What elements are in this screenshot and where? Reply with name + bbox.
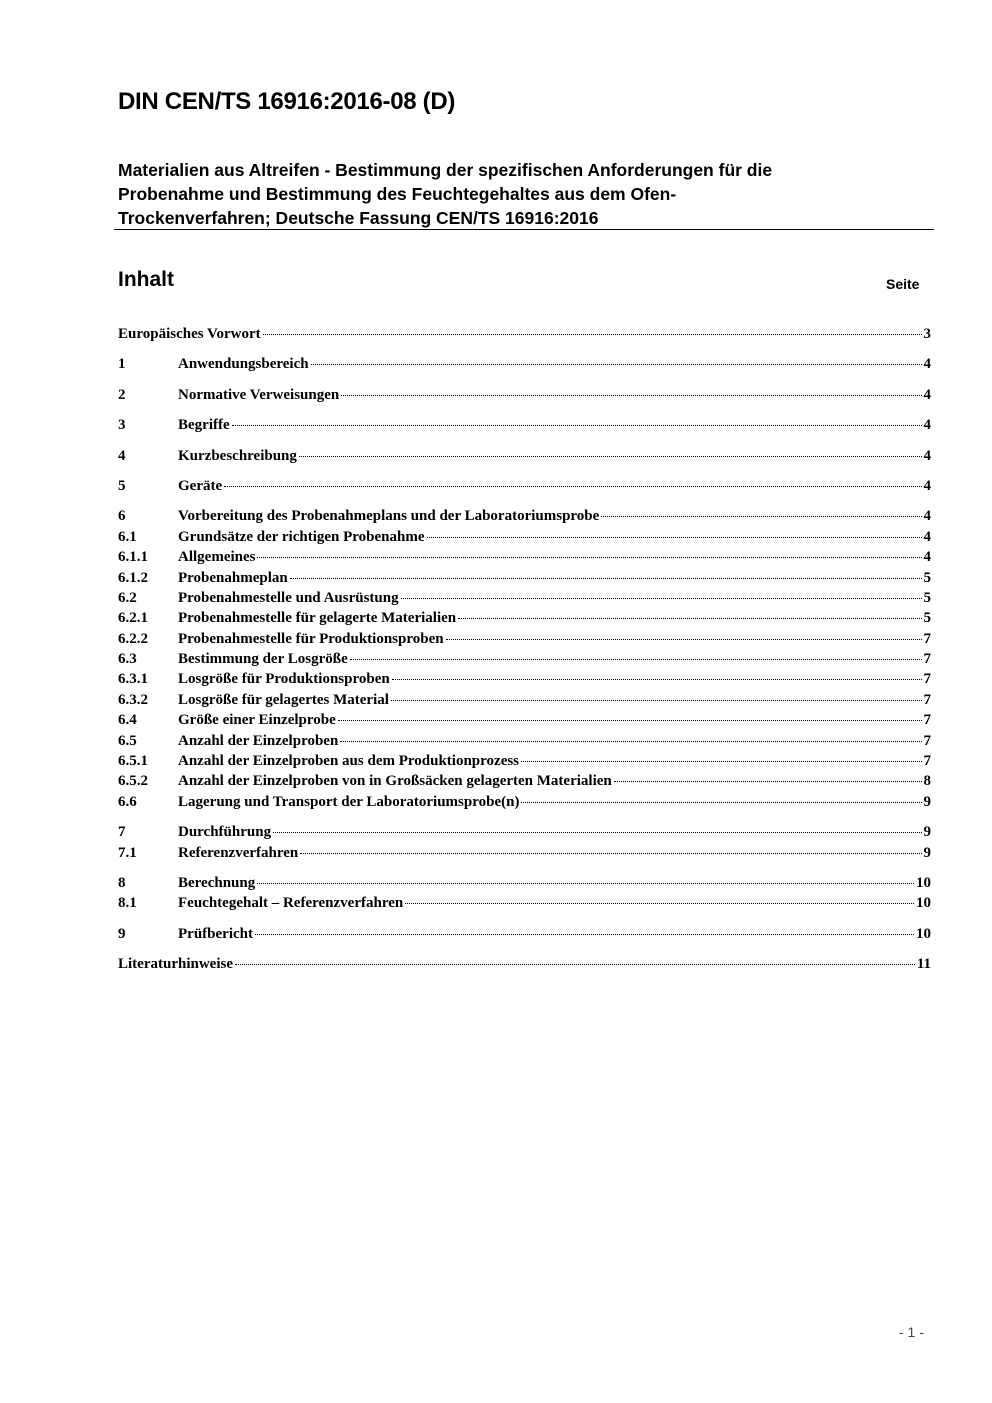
toc-entry-number: 4: [118, 447, 126, 464]
toc-dot-leader: [273, 832, 921, 833]
toc-entry-number: 6: [118, 508, 126, 525]
toc-entry-number: 6.5.2: [118, 773, 148, 790]
toc-entry-number: 3: [118, 417, 126, 434]
toc-entry-page: 7: [923, 712, 931, 729]
subtitle-line: Trockenverfahren; Deutsche Fassung CEN/TS 16916:2016: [118, 208, 599, 228]
toc-entry-number: 6.2: [118, 589, 137, 606]
toc-entry-page: 10: [916, 925, 931, 942]
toc-entry-number: 6.1.1: [118, 549, 148, 566]
toc-entry-number: 6.2.1: [118, 610, 148, 627]
toc-dot-leader: [405, 903, 914, 904]
toc-entry-title: Bestimmung der Losgröße: [178, 651, 348, 668]
toc-entry[interactable]: [118, 751, 931, 771]
toc-entry-page: 10: [916, 874, 931, 891]
toc-entry[interactable]: [118, 476, 931, 496]
toc-dot-leader: [458, 618, 921, 619]
toc-entry-page: 4: [923, 528, 931, 545]
toc-entry-title: Kurzbeschreibung: [178, 447, 297, 464]
toc-entry-page: 7: [923, 732, 931, 749]
toc-entry-title: Begriffe: [178, 417, 230, 434]
toc-entry-title: Lagerung und Transport der Laboratoriumsprobe(n): [178, 793, 520, 810]
toc-entry[interactable]: [118, 649, 931, 669]
table-of-contents: [118, 324, 931, 975]
toc-entry-title: Anzahl der Einzelproben: [178, 732, 339, 749]
toc-entry-title: Grundsätze der richtigen Probenahme: [178, 528, 425, 545]
toc-entry-page: 7: [923, 671, 931, 688]
toc-entry[interactable]: [118, 710, 931, 730]
toc-entry[interactable]: [118, 771, 931, 791]
toc-entry-page: 5: [923, 610, 931, 627]
toc-entry[interactable]: [118, 324, 931, 344]
toc-entry-number: 6.3: [118, 651, 137, 668]
toc-entry-number: 6.3.2: [118, 691, 148, 708]
toc-entry-number: 6.2.2: [118, 630, 148, 647]
toc-entry-page: 7: [923, 691, 931, 708]
toc-entry[interactable]: [118, 843, 931, 863]
toc-entry-page: 3: [923, 326, 931, 342]
toc-dot-leader: [614, 781, 922, 782]
toc-dot-leader: [350, 659, 922, 660]
toc-entry-title: Referenzverfahren: [178, 844, 299, 861]
toc-dot-leader: [338, 720, 922, 721]
document-subtitle: [118, 158, 918, 230]
toc-entry-page: 7: [923, 651, 931, 668]
toc-entry[interactable]: [118, 731, 931, 751]
toc-entry-number: 6.4: [118, 712, 137, 729]
toc-entry[interactable]: [118, 669, 931, 689]
toc-entry-title: Probenahmestelle für Produktionsproben: [178, 630, 444, 647]
toc-entry-title: Anwendungsbereich: [178, 356, 309, 373]
toc-dot-leader: [224, 486, 921, 487]
toc-dot-leader: [257, 883, 914, 884]
toc-entry-page: 4: [923, 386, 931, 403]
toc-dot-leader: [311, 364, 922, 365]
toc-dot-leader: [257, 557, 921, 558]
toc-entry-number: 8: [118, 874, 126, 891]
toc-entry-title: Prüfbericht: [178, 925, 253, 942]
toc-entry-number: 6.5.1: [118, 753, 148, 770]
toc-entry-page: 10: [916, 895, 931, 912]
toc-entry[interactable]: [118, 629, 931, 649]
toc-dot-leader: [341, 395, 921, 396]
toc-entry-number: 6.6: [118, 793, 137, 810]
toc-entry[interactable]: [118, 588, 931, 608]
toc-dot-leader: [446, 639, 922, 640]
toc-entry[interactable]: [118, 608, 931, 628]
toc-entry-title: Berechnung: [178, 874, 256, 891]
toc-entry[interactable]: [118, 792, 931, 812]
toc-dot-leader: [263, 334, 922, 335]
toc-entry-title: Europäisches Vorwort: [118, 326, 261, 342]
toc-entry-number: 7.1: [118, 844, 137, 861]
toc-dot-leader: [235, 964, 915, 965]
toc-entry-page: 7: [923, 753, 931, 770]
toc-entry-title: Durchführung: [178, 824, 272, 841]
toc-entry-title: Probenahmeplan: [178, 569, 288, 586]
toc-entry[interactable]: [118, 446, 931, 466]
toc-entry-number: 2: [118, 386, 126, 403]
toc-entry-number: 6.1: [118, 528, 137, 545]
page-number: - 1 -: [899, 1324, 924, 1340]
toc-dot-leader: [299, 456, 922, 457]
toc-entry[interactable]: [118, 547, 931, 567]
toc-entry[interactable]: [118, 924, 931, 944]
toc-entry-title: Allgemeines: [178, 549, 256, 566]
toc-entry[interactable]: [118, 822, 931, 842]
toc-dot-leader: [290, 578, 922, 579]
toc-entry[interactable]: [118, 354, 931, 374]
toc-entry-number: 1: [118, 356, 126, 373]
subtitle-line: Probenahme und Bestimmung des Feuchtegehaltes aus dem Ofen-: [118, 184, 677, 204]
toc-entry-page: 8: [923, 773, 931, 790]
document-title: DIN CEN/TS 16916:2016-08 (D): [118, 88, 456, 115]
toc-entry-page: 9: [923, 844, 931, 861]
toc-entry-title: Losgröße für gelagertes Material: [178, 691, 389, 708]
toc-entry[interactable]: [118, 385, 931, 405]
toc-entry-page: 7: [923, 630, 931, 647]
toc-dot-leader: [232, 425, 922, 426]
toc-entry-number: 6.5: [118, 732, 137, 749]
toc-page-column-label: Seite: [886, 276, 920, 292]
toc-heading: Inhalt: [118, 268, 174, 291]
toc-entry-title: Vorbereitung des Probenahmeplans und der Laboratoriumsprobe: [178, 508, 600, 525]
toc-entry-title: Probenahmestelle für gelagerte Materialien: [178, 610, 457, 627]
toc-dot-leader: [392, 679, 922, 680]
title-divider: [114, 229, 934, 230]
toc-entry[interactable]: [118, 568, 931, 588]
toc-entry-page: 9: [923, 793, 931, 810]
toc-entry[interactable]: [118, 527, 931, 547]
toc-entry-page: 4: [923, 447, 931, 464]
toc-entry-title: Anzahl der Einzelproben von in Großsäcken gelagerten Materialien: [178, 773, 612, 790]
toc-entry-page: 4: [923, 356, 931, 373]
toc-entry[interactable]: [118, 506, 931, 526]
toc-entry-page: 4: [923, 477, 931, 494]
toc-entry[interactable]: [118, 893, 931, 913]
toc-dot-leader: [401, 598, 922, 599]
toc-entry[interactable]: [118, 873, 931, 893]
toc-entry-number: 6.1.2: [118, 569, 148, 586]
toc-entry-number: 7: [118, 824, 126, 841]
toc-dot-leader: [300, 853, 921, 854]
toc-dot-leader: [601, 516, 921, 517]
toc-entry-page: 5: [923, 589, 931, 606]
toc-dot-leader: [427, 537, 922, 538]
toc-entry-number: 8.1: [118, 895, 137, 912]
toc-entry-page: 4: [923, 508, 931, 525]
toc-entry-title: Literaturhinweise: [118, 956, 233, 973]
toc-entry[interactable]: [118, 954, 931, 974]
toc-entry-number: 9: [118, 925, 126, 942]
toc-entry-page: 5: [923, 569, 931, 586]
toc-entry-number: 5: [118, 477, 126, 494]
toc-dot-leader: [521, 802, 921, 803]
toc-entry-page: 4: [923, 549, 931, 566]
toc-entry-title: Geräte: [178, 477, 223, 494]
toc-entry-page: 9: [923, 824, 931, 841]
toc-entry[interactable]: [118, 415, 931, 435]
toc-entry-title: Anzahl der Einzelproben aus dem Produktionprozess: [178, 753, 520, 770]
toc-entry[interactable]: [118, 690, 931, 710]
toc-dot-leader: [391, 700, 922, 701]
toc-entry-page: 4: [923, 417, 931, 434]
toc-entry-page: 11: [916, 956, 931, 973]
toc-entry-title: Probenahmestelle und Ausrüstung: [178, 589, 399, 606]
toc-dot-leader: [340, 741, 921, 742]
toc-entry-title: Feuchtegehalt – Referenzverfahren: [178, 895, 404, 912]
toc-dot-leader: [255, 934, 914, 935]
toc-entry-title: Größe einer Einzelprobe: [178, 712, 336, 729]
toc-dot-leader: [521, 761, 921, 762]
toc-entry-number: 6.3.1: [118, 671, 148, 688]
toc-entry-title: Normative Verweisungen: [178, 386, 340, 403]
toc-entry-title: Losgröße für Produktionsproben: [178, 671, 390, 688]
subtitle-line: Materialien aus Altreifen - Bestimmung der spezifischen Anforderungen für die: [118, 160, 773, 180]
